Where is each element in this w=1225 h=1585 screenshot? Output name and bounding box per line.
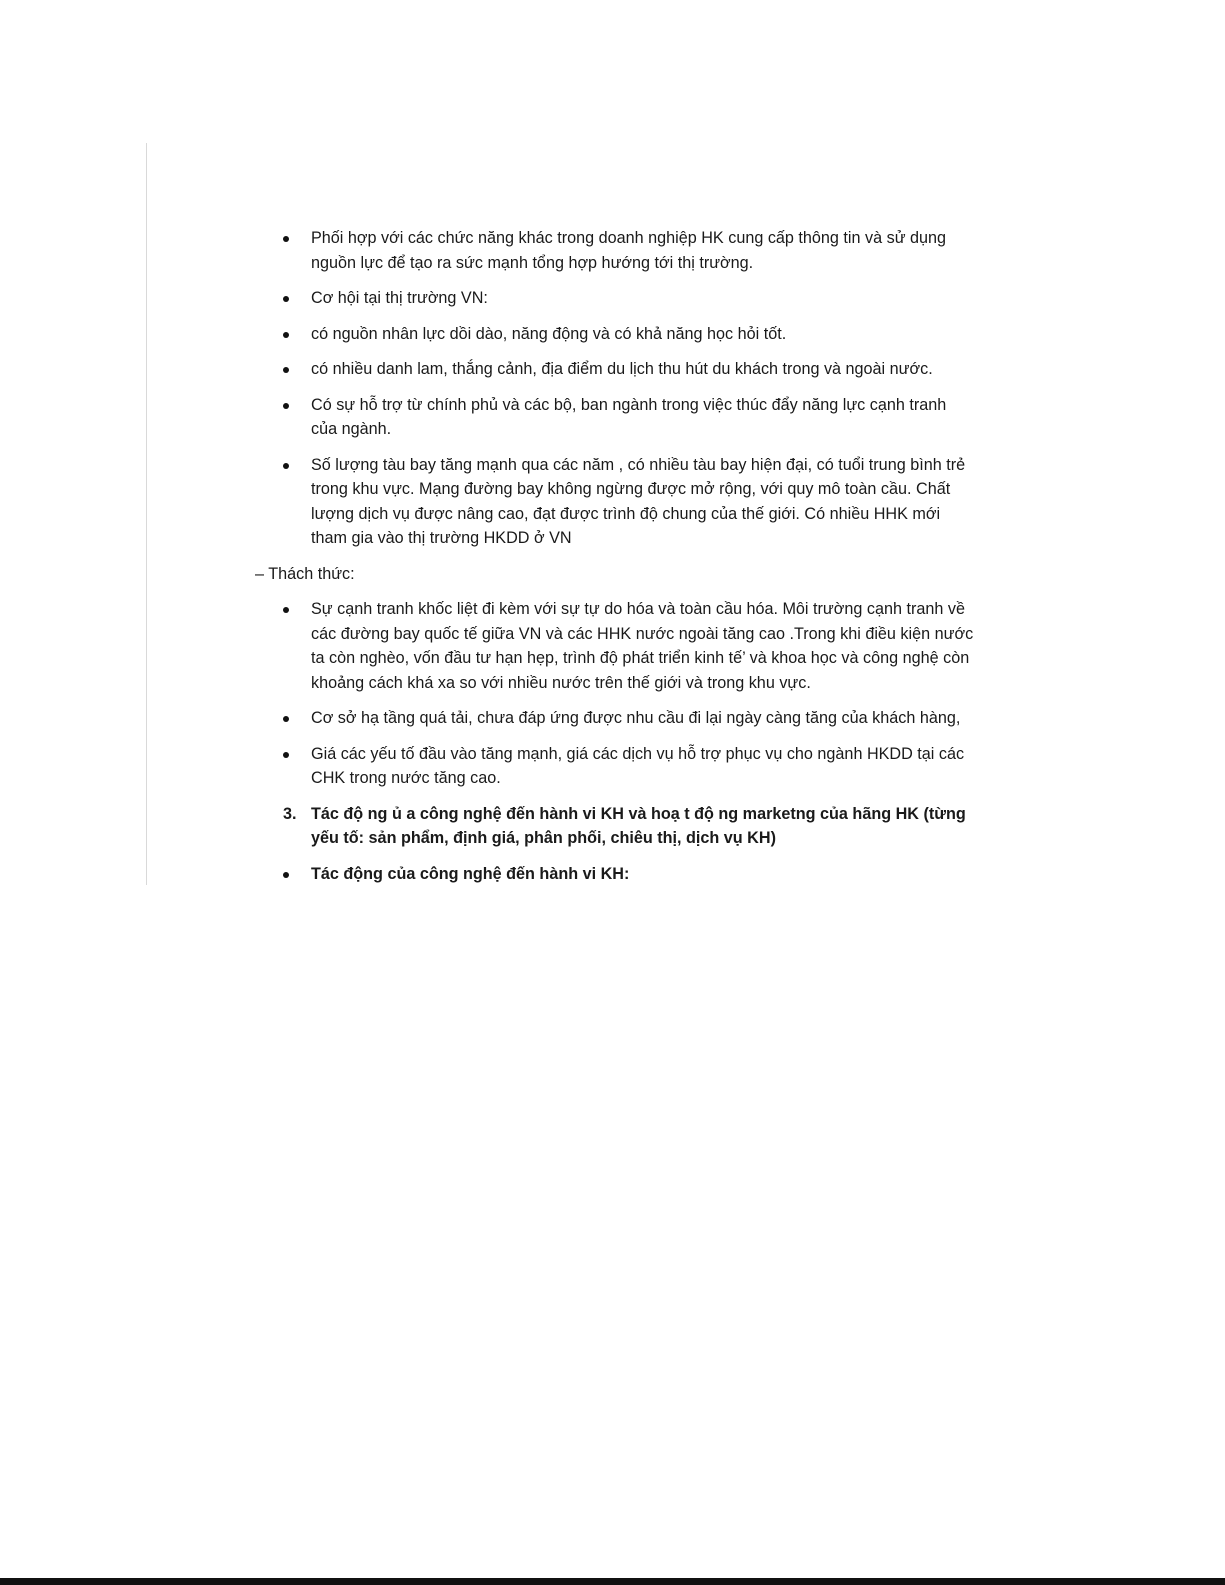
list-item (255, 597, 975, 695)
list-item (255, 742, 975, 791)
bullet-icon (283, 236, 289, 242)
section-title: Tác độ ng ủ a công nghệ đến hành vi KH và hoạ t độ ng marketng của hãng HK (từng yếu tố: sản phẩm, định giá, phân phối, chiêu thị, dịch vụ KH) (311, 804, 966, 847)
list-item (255, 393, 975, 442)
section-number: 3. (283, 804, 297, 823)
bullet-icon (283, 367, 289, 373)
section-3-heading (255, 802, 975, 851)
list-item-text: Số lượng tàu bay tăng mạnh qua các năm , có nhiều tàu bay hiện đại, có tuổi trung bình trẻ trong khu vực. Mạng đường bay không ngừng được mở rộng, với quy mô toàn cầu. Chất lượng dịch vụ được nâng cao, đạt được trình độ chung của thế giới. Có nhiều HHK mới tham gia vào thị trường HKDD ở VN (311, 455, 966, 547)
bullet-icon (283, 332, 289, 338)
list-item-text: Giá các yếu tố đầu vào tăng mạnh, giá các dịch vụ hỗ trợ phục vụ cho ngành HKDD tại các CHK trong nước tăng cao. (311, 744, 965, 787)
bullet-icon (283, 296, 289, 302)
bullet-icon (283, 607, 289, 613)
list-item-text: có nhiều danh lam, thắng cảnh, địa điểm du lịch thu hút du khách trong và ngoài nước. (311, 360, 933, 378)
bullet-icon (283, 752, 289, 758)
list-item-text: Có sự hỗ trợ từ chính phủ và các bộ, ban ngành trong việc thúc đẩy năng lực cạnh tranh của ngành. (311, 395, 947, 438)
challenges-heading: – Thách thức: (255, 564, 355, 583)
document-body (255, 226, 975, 897)
list-item (255, 286, 975, 311)
list-item-text: Sự cạnh tranh khốc liệt đi kèm với sự tự do hóa và toàn cầu hóa. Môi trường cạnh tranh về các đường bay quốc tế giữa VN và các HHK nước ngoài tăng cao .Trong khi điều kiện nước ta còn nghèo, vốn đầu tư hạn hẹp, trình độ phát triển kinh tế’ và khoa học và công nghệ còn khoảng cách khá xa so với nhiều nước trên thế giới và trong khu vực. (311, 600, 974, 692)
bullet-icon (283, 403, 289, 409)
list-item (255, 357, 975, 382)
page-margin-line (146, 143, 147, 885)
bullet-icon (283, 716, 289, 722)
list-item-text: Tác động của công nghệ đến hành vi KH: (311, 864, 630, 883)
bullet-icon (283, 872, 289, 878)
list-item (255, 706, 975, 731)
list-item-text: Phối hợp với các chức năng khác trong doanh nghiệp HK cung cấp thông tin và sử dụng nguồn lực để tạo ra sức mạnh tổng hợp hướng tới thị trường. (311, 229, 947, 272)
list-item (255, 322, 975, 347)
list-item-text: có nguồn nhân lực dồi dào, năng động và có khả năng học hỏi tốt. (311, 324, 787, 343)
list-item-text: Cơ hội tại thị trường VN: (311, 289, 488, 307)
list-item (255, 453, 975, 551)
list-item (255, 226, 975, 275)
list-item-text: Cơ sở hạ tầng quá tải, chưa đáp ứng được nhu cầu đi lại ngày càng tăng của khách hàng, (311, 709, 961, 727)
bottom-edge-bar (0, 1578, 1225, 1585)
bullet-icon (283, 463, 289, 469)
list-item (255, 862, 975, 887)
